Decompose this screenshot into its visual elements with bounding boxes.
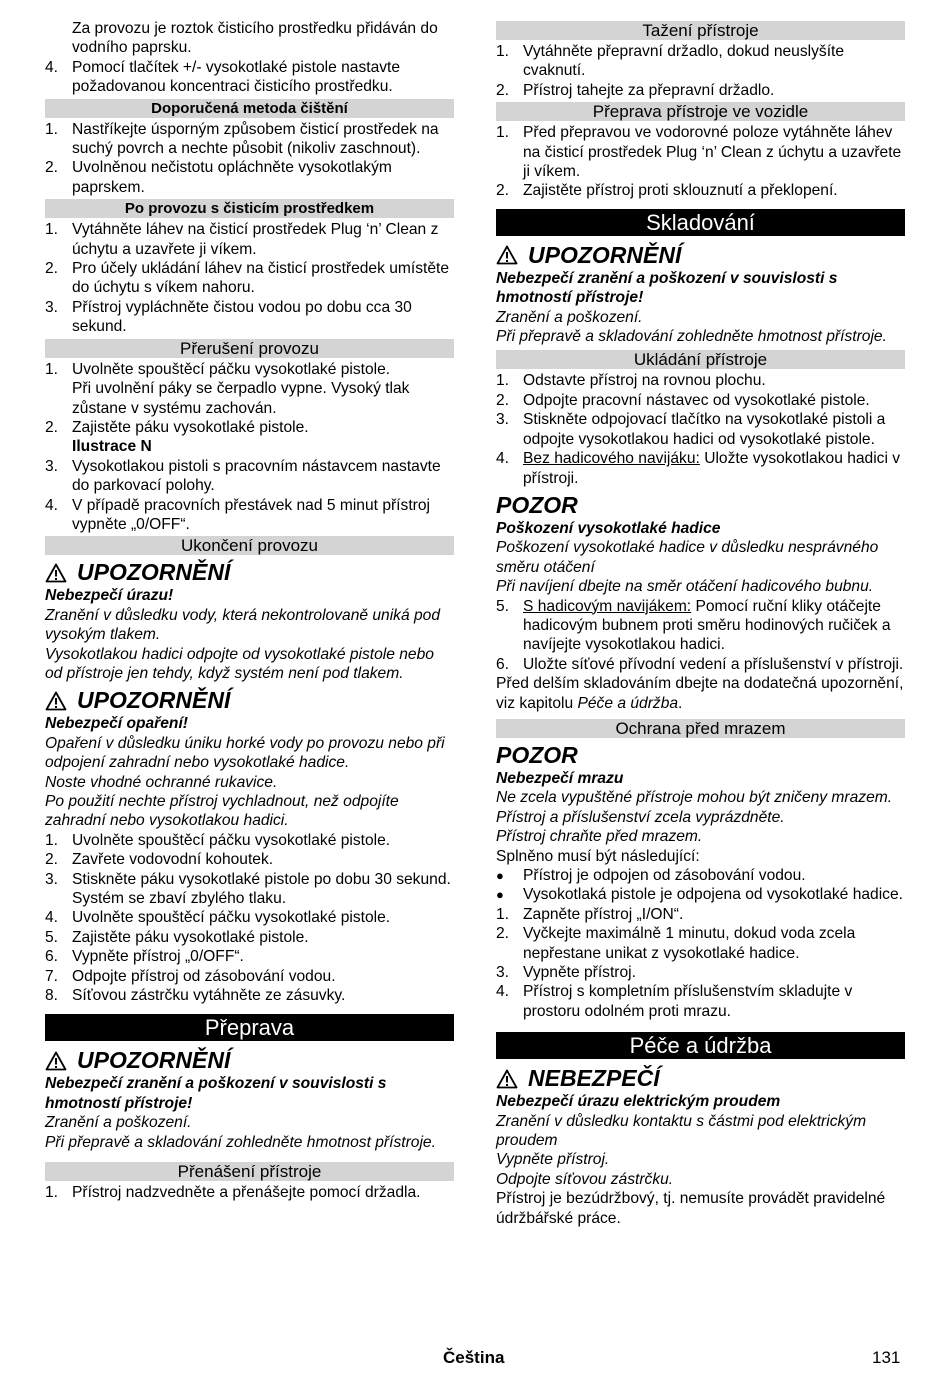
warning-heading: UPOZORNĚNÍ bbox=[496, 242, 905, 269]
list-item bbox=[496, 866, 905, 885]
danger-text: Vypněte přístroj. bbox=[496, 1151, 610, 1169]
list-number: 1. bbox=[496, 905, 510, 923]
list-item: 4. Bez hadicového navijáku: Uložte vysokotlakou hadici v přístroji. bbox=[496, 450, 901, 487]
list-number: 3. bbox=[45, 457, 59, 475]
heading-prenaseni: Přenášení přístroje bbox=[45, 1162, 454, 1181]
list-item bbox=[45, 19, 454, 58]
list-text: Přístroj vypláchněte čistou vodou po dobu cca 30 sekund. bbox=[72, 298, 412, 336]
conditions-intro: Splněno musí být následující: bbox=[496, 847, 700, 865]
list-item bbox=[496, 181, 905, 200]
list-text: Vysokotlaká pistole je odpojena od vysokotlaké hadice. bbox=[523, 886, 903, 904]
list-number: 2. bbox=[496, 925, 510, 943]
list-text: V případě pracovních přestávek nad 5 minut přístroj vypněte „0/OFF“. bbox=[72, 496, 430, 533]
list-text: Uvolněnou nečistotu opláchněte vysokotlakým paprskem. bbox=[72, 159, 392, 196]
list-text: Zavřete vodovodní kohoutek. bbox=[72, 851, 274, 869]
list-item bbox=[496, 885, 905, 904]
list-item bbox=[45, 120, 454, 159]
list-item: 5. S hadicovým navijákem: Pomocí ruční kliky otáčejte hadicovým bubnem proti směru hodinových ručiček a navíjejte vysokotlakou hadici. bbox=[496, 597, 891, 654]
warning-text: Opaření v důsledku úniku horké vody po provozu nebo při odpojení zahradní nebo vysokotlaké hadice. bbox=[45, 734, 445, 772]
ukladani-list bbox=[496, 371, 905, 449]
list-number: 3. bbox=[45, 298, 59, 316]
list-text: Uvolněte spouštěcí páčku vysokotlaké pistole. bbox=[72, 831, 391, 849]
list-text: Odstavte přístroj na rovnou plochu. bbox=[523, 372, 766, 390]
warning-subtitle: Nebezpečí zranění a poškození v souvislosti s hmotností přístroje! bbox=[45, 1075, 387, 1112]
list-number: 3. bbox=[45, 870, 59, 888]
list-item bbox=[496, 924, 905, 963]
list-item bbox=[496, 391, 905, 410]
warning-text: Při přepravě a skladování zohledněte hmotnost přístroje. bbox=[45, 1133, 436, 1151]
heading-vozidle: Přeprava přístroje ve vozidle bbox=[496, 102, 905, 121]
caution-subtitle: Nebezpečí mrazu bbox=[496, 769, 624, 787]
list-text: Nastříkejte úsporným způsobem čisticí prostředek na suchý povrch a nechte působit (nikoliv zaschnout). bbox=[72, 120, 439, 158]
maintenance-text: Přístroj je bezúdržbový, tj. nemusíte provádět pravidelné údržbářské práce. bbox=[496, 1190, 886, 1227]
list-number: 3. bbox=[496, 411, 510, 429]
list-number: 1. bbox=[45, 221, 59, 239]
illustration-ref: Ilustrace N bbox=[72, 438, 152, 456]
po-provozu-list bbox=[45, 220, 454, 336]
warning-icon bbox=[45, 691, 67, 711]
note-text: Systém se zbaví zbylého tlaku. bbox=[72, 890, 287, 908]
heading-ukonceni: Ukončení provozu bbox=[45, 536, 454, 555]
list-text: Za provozu je roztok čisticího prostředku přidáván do vodního paprsku. bbox=[72, 20, 438, 57]
list-number: 2. bbox=[45, 159, 59, 177]
list-number: 6. bbox=[45, 948, 59, 966]
heading-preprava: Přeprava bbox=[45, 1014, 454, 1041]
prenaseni-list bbox=[45, 1183, 454, 1202]
list-item bbox=[45, 947, 454, 966]
list-number: 2. bbox=[496, 182, 510, 200]
ukonceni-list-2 bbox=[45, 908, 454, 1005]
warning-icon bbox=[45, 1051, 67, 1071]
warning-icon bbox=[45, 563, 67, 583]
list-number: 5. bbox=[45, 928, 59, 946]
list-number: 1. bbox=[496, 43, 510, 60]
right-column bbox=[496, 19, 905, 1228]
preruseni-list bbox=[45, 457, 454, 535]
list-item bbox=[496, 371, 905, 390]
list-number: 1. bbox=[496, 372, 510, 390]
list-item bbox=[45, 1183, 454, 1202]
list-text: Zajistěte přístroj proti sklouznutí a překlopení. bbox=[523, 182, 838, 200]
note-text: Při uvolnění páky se čerpadlo vypne. Vysoký tlak zůstane v systému zachován. bbox=[72, 380, 410, 417]
warning-text: Při přepravě a skladování zohledněte hmotnost přístroje. bbox=[496, 328, 887, 346]
danger-text: Odpojte síťovou zástrčku. bbox=[496, 1170, 674, 1188]
danger-text: Zranění v důsledku kontaktu s částmi pod elektrickým proudem bbox=[496, 1112, 867, 1150]
footer-language: Čeština bbox=[443, 1348, 505, 1367]
list-item bbox=[45, 298, 454, 337]
warning-subtitle: Nebezpečí zranění a poškození v souvislosti s hmotností přístroje! bbox=[496, 269, 838, 307]
list-text: Vytáhněte láhev na čisticí prostředek Plug ‘n’ Clean z úchytu a uzavřete ji víkem. bbox=[72, 221, 439, 258]
list-number: 4. bbox=[45, 909, 59, 927]
list-number: 4. bbox=[45, 496, 59, 514]
list-text: Vytáhněte přepravní držadlo, dokud neuslyšíte cvaknutí. bbox=[523, 43, 845, 80]
warning-subtitle: Nebezpečí úrazu! bbox=[45, 587, 174, 605]
list-number: 1. bbox=[45, 1184, 59, 1202]
warning-text: Zranění v důsledku vody, která nekontrolovaně uniká pod vysokým tlakem. bbox=[45, 606, 440, 644]
warning-text: Noste vhodné ochranné rukavice. bbox=[45, 773, 278, 791]
list-item bbox=[496, 42, 905, 81]
list-item bbox=[45, 967, 454, 986]
list-item bbox=[45, 220, 454, 259]
list-item bbox=[45, 831, 454, 850]
list-item bbox=[496, 905, 905, 924]
list-number: 2. bbox=[45, 260, 59, 278]
page-number: 131 bbox=[872, 1348, 901, 1367]
list-text: Přístroj s kompletním příslušenstvím skladujte v prostoru odolném proti mrazu. bbox=[523, 983, 853, 1020]
list-text: Stiskněte odpojovací tlačítko na vysokotlaké pistoli a odpojte vysokotlakou hadici od vysokotlaké pistole. bbox=[523, 411, 886, 448]
warning-text: Vysokotlakou hadici odpojte od vysokotlaké pistole nebo od přístroje jen tehdy, když systém není pod tlakem. bbox=[45, 645, 434, 682]
list-text: Zajistěte páku vysokotlaké pistole. bbox=[72, 928, 309, 946]
list-item bbox=[496, 982, 905, 1021]
warning-icon bbox=[496, 245, 518, 265]
heading-preruseni: Přerušení provozu bbox=[45, 339, 454, 358]
list-number: 2. bbox=[496, 81, 510, 99]
caution-text: Přístroj a příslušenství zcela vyprázdněte. bbox=[496, 808, 785, 826]
list-number: 1. bbox=[45, 120, 59, 138]
list-number: 8. bbox=[45, 987, 59, 1005]
list-number: 4. bbox=[45, 58, 59, 76]
list-item bbox=[45, 158, 454, 197]
heading-tazeni: Tažení přístroje bbox=[496, 21, 905, 40]
left-column bbox=[45, 19, 454, 1203]
storage-note: Před delším skladováním dbejte na dodatečná upozornění, viz kapitolu Péče a údržba. bbox=[496, 675, 904, 712]
list-text: Uvolněte spouštěcí páčku vysokotlaké pistole. bbox=[72, 909, 391, 927]
list-item bbox=[496, 410, 905, 449]
warning-heading: UPOZORNĚNÍ bbox=[45, 1047, 454, 1074]
list-item bbox=[45, 986, 454, 1005]
list-item bbox=[45, 58, 454, 97]
heading-doporucena: Doporučená metoda čištění bbox=[45, 99, 454, 118]
warning-text: Po použití nechte přístroj vychladnout, než odpojíte zahradní nebo vysokotlakou hadici. bbox=[45, 793, 399, 830]
list-item: 2. Zajistěte páku vysokotlaké pistole. bbox=[45, 418, 309, 436]
tazeni-list bbox=[496, 42, 905, 100]
danger-heading: NEBEZPEČÍ bbox=[496, 1065, 905, 1092]
mraz-steps-list bbox=[496, 905, 905, 1021]
list-text: Odpojte pracovní nástavec od vysokotlaké pistole. bbox=[523, 391, 870, 409]
heading-pece: Péče a údržba bbox=[496, 1032, 905, 1059]
caution-heading: POZOR bbox=[496, 491, 578, 518]
heading-ukladani: Ukládání přístroje bbox=[496, 350, 905, 369]
list-number: 4. bbox=[496, 983, 510, 1001]
doporucena-list bbox=[45, 120, 454, 198]
list-item bbox=[496, 123, 905, 181]
ukonceni-list bbox=[45, 831, 454, 889]
list-item bbox=[45, 908, 454, 927]
list-text: Zapněte přístroj „I/ON“. bbox=[523, 905, 684, 923]
list-item bbox=[45, 496, 454, 535]
list-number: 1. bbox=[496, 124, 510, 142]
vozidle-list bbox=[496, 123, 905, 201]
list-number: 2. bbox=[496, 391, 510, 409]
list-text: Síťovou zástrčku vytáhněte ze zásuvky. bbox=[72, 987, 346, 1005]
list-item bbox=[45, 850, 454, 869]
caution-text: Ne zcela vypuštěné přístroje mohou být zničeny mrazem. bbox=[496, 789, 893, 807]
list-item: 1. Uvolněte spouštěcí páčku vysokotlaké pistole. bbox=[45, 360, 391, 378]
list-number: ● bbox=[496, 887, 504, 903]
list-text: Vypněte přístroj. bbox=[523, 964, 636, 982]
list-item: 6. Uložte síťové přívodní vedení a příslušenství v přístroji. bbox=[496, 655, 904, 673]
list-text: Vyčkejte maximálně 1 minutu, dokud voda zcela nepřestane unikat z vysokotlaké hadice. bbox=[523, 925, 856, 962]
list-text: Přístroj tahejte za přepravní držadlo. bbox=[523, 81, 775, 99]
warning-icon bbox=[496, 1069, 518, 1089]
conditions-list bbox=[496, 866, 905, 905]
warning-heading: UPOZORNĚNÍ bbox=[45, 687, 454, 714]
caution-subtitle: Poškození vysokotlaké hadice bbox=[496, 519, 721, 537]
list-item bbox=[45, 259, 454, 298]
heading-mraz: Ochrana před mrazem bbox=[496, 719, 905, 738]
heading-skladovani: Skladování bbox=[496, 209, 905, 236]
warning-text: Zranění a poškození. bbox=[45, 1114, 192, 1132]
list-text: Přístroj je odpojen od zásobování vodou. bbox=[523, 867, 806, 884]
list-item bbox=[45, 928, 454, 947]
warning-subtitle: Nebezpečí opaření! bbox=[45, 715, 188, 733]
caution-text: Přístroj chraňte před mrazem. bbox=[496, 828, 703, 846]
warning-heading: UPOZORNĚNÍ bbox=[45, 559, 454, 586]
list-text: Odpojte přístroj od zásobování vodou. bbox=[72, 967, 336, 985]
list-item bbox=[496, 963, 905, 982]
heading-po-provozu: Po provozu s čisticím prostředkem bbox=[45, 199, 454, 218]
danger-subtitle: Nebezpečí úrazu elektrickým proudem bbox=[496, 1093, 781, 1111]
warning-text: Zranění a poškození. bbox=[496, 308, 643, 326]
list-text: Pro účely ukládání láhev na čisticí prostředek umístěte do úchytu s víkem nahoru. bbox=[72, 260, 450, 297]
list-number bbox=[45, 19, 72, 58]
list-text: Přístroj nadzvedněte a přenášejte pomocí držadla. bbox=[72, 1184, 421, 1202]
list-text: Pomocí tlačítek +/- vysokotlaké pistole nastavte požadovanou koncentraci čisticího prostředku. bbox=[72, 58, 401, 96]
list-text: Vysokotlakou pistoli s pracovním nástavcem nastavte do parkovací polohy. bbox=[72, 457, 441, 495]
caution-text: Poškození vysokotlaké hadice v důsledku nesprávného směru otáčení bbox=[496, 539, 879, 576]
list-item bbox=[45, 457, 454, 496]
list-number: 3. bbox=[496, 964, 510, 982]
list-item bbox=[496, 81, 905, 100]
intro-list bbox=[45, 19, 454, 97]
list-text: Před přepravou ve vodorovné poloze vytáhněte láhev na čisticí prostředek Plug ‘n’ Clean z úchytu a uzavřete ji víkem. bbox=[523, 124, 902, 181]
list-number: 1. bbox=[45, 831, 59, 849]
list-text: Vypněte přístroj „0/OFF“. bbox=[72, 948, 244, 966]
list-number: 7. bbox=[45, 967, 59, 985]
list-item bbox=[45, 870, 454, 889]
list-number: ● bbox=[496, 868, 504, 883]
list-number: 2. bbox=[45, 851, 59, 869]
list-text: Stiskněte páku vysokotlaké pistole po dobu 30 sekund. bbox=[72, 870, 451, 888]
caution-heading: POZOR bbox=[496, 741, 578, 768]
caution-text: Při navíjení dbejte na směr otáčení hadicového bubnu. bbox=[496, 578, 874, 596]
